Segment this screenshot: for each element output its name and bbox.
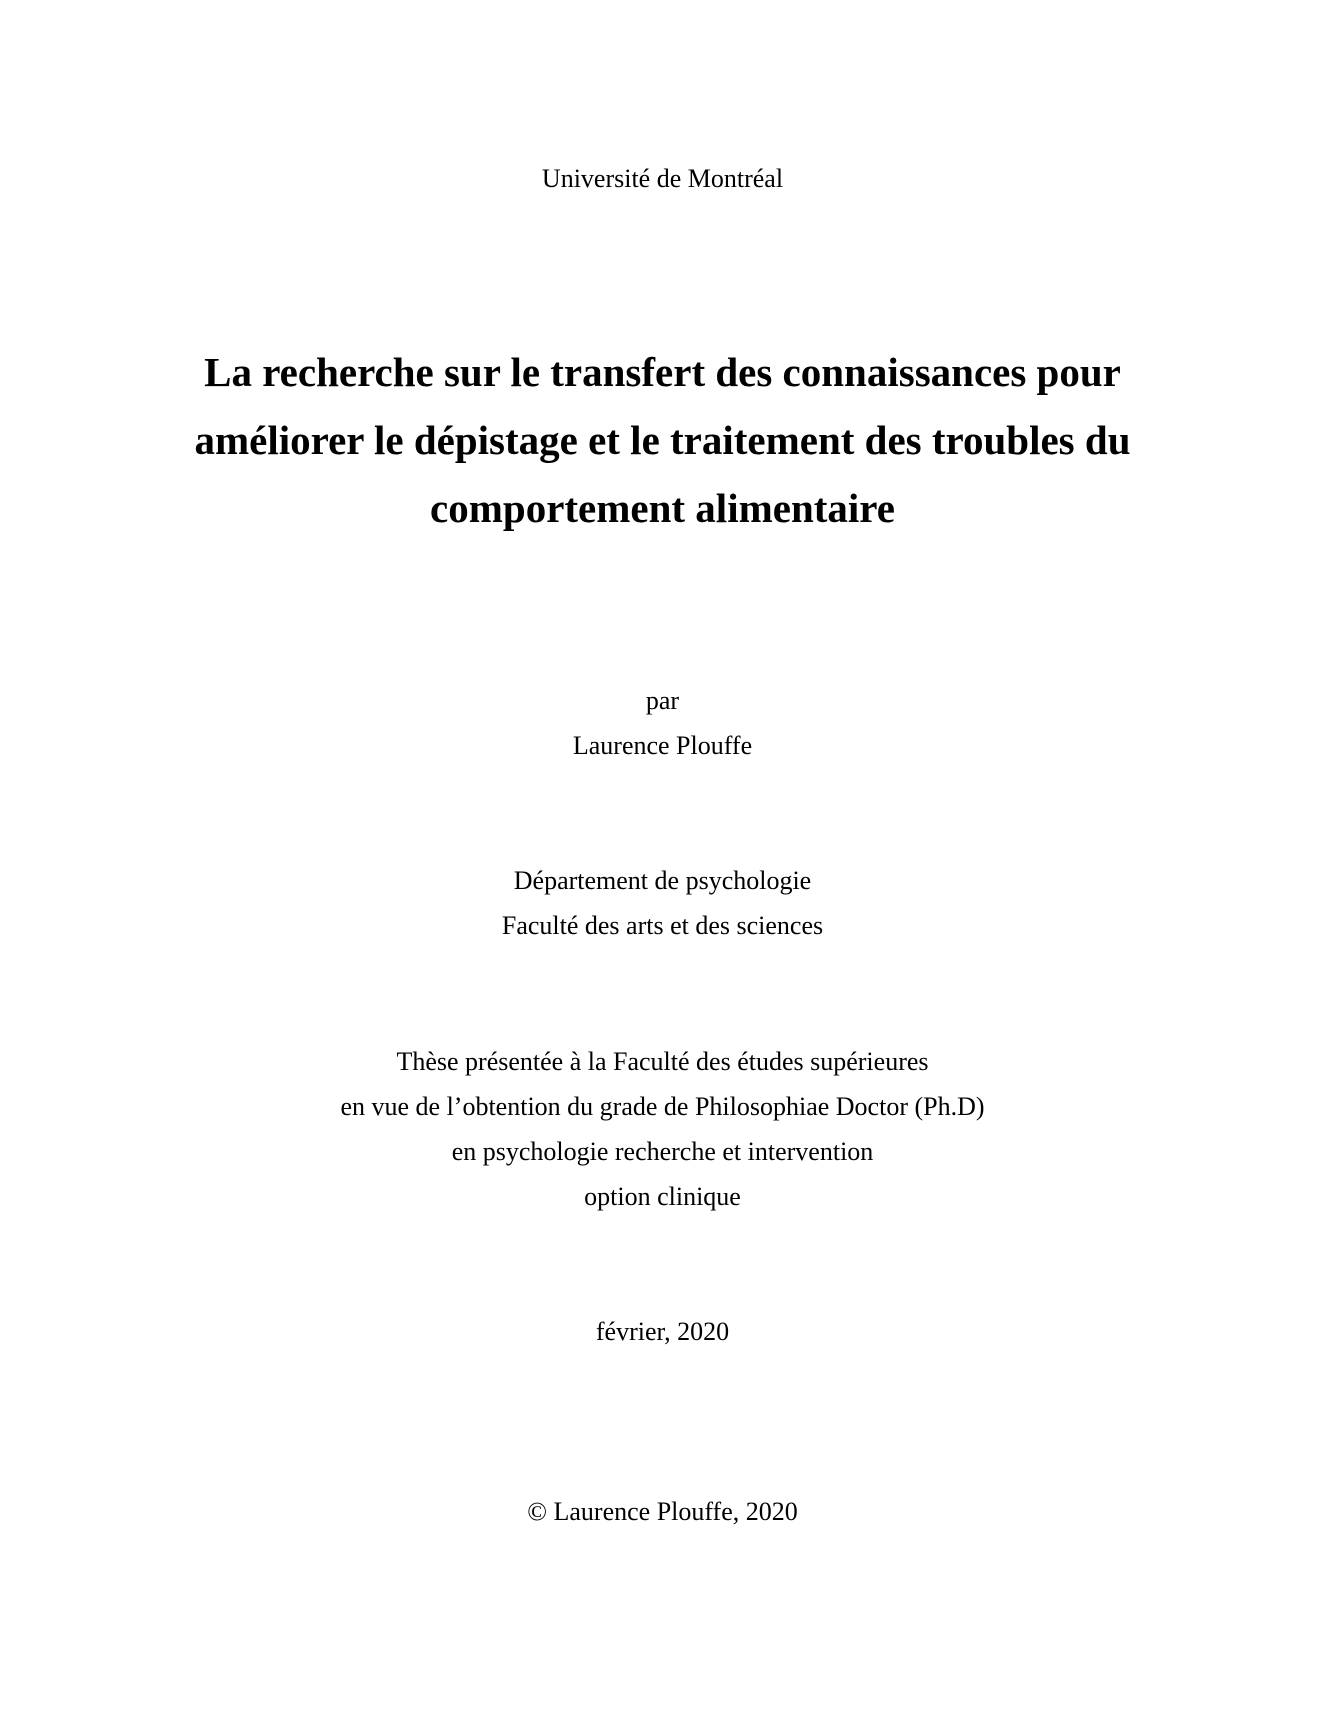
thesis-title-line: La recherche sur le transfert des connaissances pour — [204, 349, 1121, 395]
by-label: par — [645, 686, 680, 715]
copyright-notice: © Laurence Plouffe, 2020 — [527, 1497, 798, 1526]
thesis-title — [140, 338, 1185, 542]
thesis-statement-line: en psychologie recherche et intervention — [451, 1137, 874, 1166]
thesis-title-line: améliorer le dépistage et le traitement des troubles du — [194, 417, 1131, 463]
thesis-statement-line: Thèse présentée à la Faculté des études supérieures — [396, 1047, 929, 1076]
university-name: Université de Montréal — [541, 164, 784, 193]
submission-date: février, 2020 — [595, 1317, 730, 1346]
thesis-statement-line: option clinique — [584, 1182, 741, 1211]
department-name: Département de psychologie — [513, 866, 812, 895]
faculty-name: Faculté des arts et des sciences — [501, 911, 824, 940]
thesis-statement-line: en vue de l’obtention du grade de Philosophiae Doctor (Ph.D) — [340, 1092, 985, 1121]
author-name: Laurence Plouffe — [572, 731, 753, 760]
thesis-title-line: comportement alimentaire — [430, 485, 895, 531]
